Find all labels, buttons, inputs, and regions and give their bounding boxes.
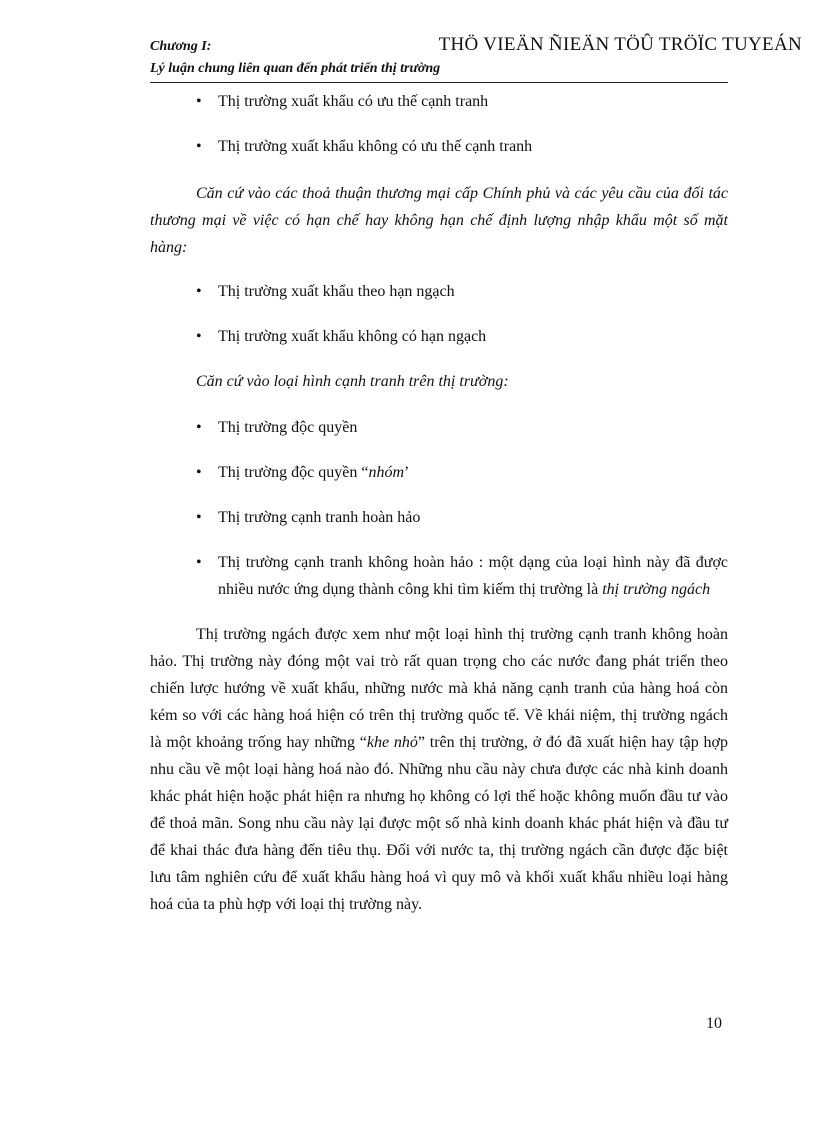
list-item: • Thị trường độc quyền “nhóm’ bbox=[150, 459, 728, 486]
bullet-icon: • bbox=[196, 283, 202, 300]
quota-list bbox=[150, 278, 728, 350]
chapter-subtitle: Lý luận chung liên quan đến phát triển thị trường bbox=[150, 61, 441, 76]
document-body bbox=[150, 88, 728, 918]
bullet-icon: • bbox=[196, 419, 202, 436]
chapter-label: Chương I: bbox=[150, 39, 212, 54]
list-item: • Thị trường xuất khẩu có ưu thế cạnh tranh bbox=[150, 88, 728, 115]
page-number: 10 bbox=[706, 1015, 722, 1032]
header-divider bbox=[150, 82, 728, 83]
bullet-icon: • bbox=[196, 138, 202, 155]
bullet-icon: • bbox=[196, 93, 202, 110]
list-item: • Thị trường cạnh tranh không hoàn hảo : một dạng của loại hình này đã được nhiều nước ứng dụng thành công khi tìm kiếm thị trường là thị trường ngách bbox=[150, 549, 728, 603]
page-header bbox=[150, 36, 440, 80]
bullet-icon: • bbox=[196, 509, 202, 526]
competition-criteria-paragraph: Căn cứ vào loại hình cạnh tranh trên thị trường: bbox=[196, 373, 509, 390]
list-item: • Thị trường xuất khẩu theo hạn ngạch bbox=[150, 278, 728, 305]
list-item: • Thị trường độc quyền bbox=[150, 414, 728, 441]
bullet-icon: • bbox=[196, 464, 202, 481]
criteria-paragraph: Căn cứ vào các thoả thuận thương mại cấp Chính phủ và các yêu cầu của đối tác thương mại về việc có hạn chế hay không hạn chế định lượng nhập khẩu một số mặt hàng: bbox=[150, 185, 728, 256]
site-banner: THÖ VIEÄN ÑIEÄN TÖÛ TRÖÏC TUYEÁN bbox=[438, 34, 802, 55]
bullet-icon: • bbox=[196, 554, 202, 571]
niche-market-paragraph: Thị trường ngách được xem như một loại hình thị trường cạnh tranh không hoàn hảo. Thị trường này đóng một vai trò rất quan trọng cho các nước đang phát triển theo chiến lược hướng về xuất khẩu, những nước mà khả năng cạnh tranh của hàng hoá còn kém so với các hàng hoá hiện có trên thị trường quốc tế. Về khái niệm, thị trường ngách là một khoảng trống hay những “khe nhỏ” trên thị trường, ở đó đã xuất hiện hay tập hợp nhu cầu về một loại hàng hoá nào đó. Những nhu cầu này chưa được các nhà kinh doanh khác phát hiện hoặc phát hiện ra nhưng họ không có lợi thế hoặc không muốn đầu tư vào để thoả mãn. Song nhu cầu này lại được một số nhà kinh doanh khác phát hiện và đầu tư để khai thác đưa hàng đến tiêu thụ. Đối với nước ta, thị trường ngách cần được đặc biệt lưu tâm nghiên cứu để xuất khẩu hàng hoá vì quy mô và khối xuất khẩu nhiều loại hàng hoá của ta phù hợp với loại thị trường này. bbox=[150, 626, 728, 913]
list-item: • Thị trường xuất khẩu không có hạn ngạch bbox=[150, 323, 728, 350]
list-item: • Thị trường xuất khẩu không có ưu thế cạnh tranh bbox=[150, 133, 728, 160]
list-item: • Thị trường cạnh tranh hoàn hảo bbox=[150, 504, 728, 531]
competition-type-list bbox=[150, 414, 728, 603]
bullet-icon: • bbox=[196, 328, 202, 345]
export-advantage-list bbox=[150, 88, 728, 160]
